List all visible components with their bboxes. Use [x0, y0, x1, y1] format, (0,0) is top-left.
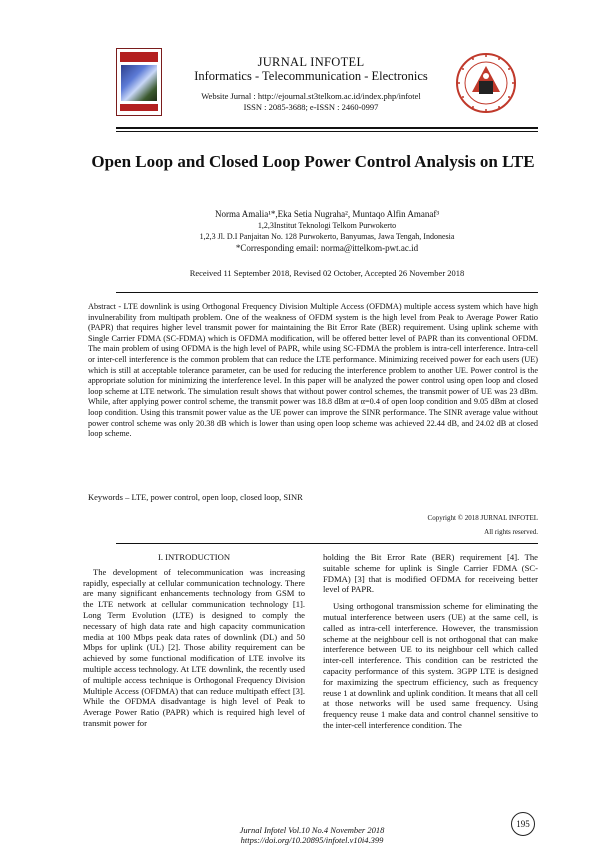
- footer: [190, 825, 434, 845]
- footer-journal-info: Jurnal Infotel Vol.10 No.4 November 2018: [239, 825, 385, 835]
- author-block: [116, 208, 538, 254]
- column-left: [83, 552, 305, 729]
- submission-dates: Received 11 September 2018, Revised 02 October, Accepted 26 November 2018: [189, 268, 465, 278]
- paragraph: Using orthogonal transmission scheme for eliminating the mutual interference between users (UE) at the same cell, is called as intra-cell interference. However, the transmission scheme at the neighbour cell is not orthogonal that can make interference between UE to its neighbour cell which called inter-cell interference. This condition can be restricted the capacity performance of this system. 3GPP LTE is designed for maximizing the spectrum efficiency, such as frequency reuse 1 at downlink and uplink condition. It means that all cell at those networks will be used same frequency. Using frequency reuse 1 make data and control channel sensitive to the inter-cell interference condition. The: [323, 601, 538, 730]
- paragraph: holding the Bit Error Rate (BER) requirement [4]. The suitable scheme for uplink is Single Carrier FDMA (SC-FDMA) [3] that is modified OFDMA for receiveing better level of PAPR.: [323, 552, 538, 595]
- journal-header: [170, 55, 452, 113]
- rights-notice: All rights reserved.: [484, 528, 538, 536]
- abstract: [88, 302, 538, 440]
- paragraph: The development of telecommunication was increasing rapidly, especially at cellular communication technology. There are many significant enhancements technology from GSM to the LTE network at cellular communication technology [1]. Long Term Evolution (LTE) is designed to comply the necessary of high data rate and high capacity communication media at 100 Mbps peak data rates of downlink (DL) and 50 Mbps for uplink (UL) [2]. Those ability requirement can be achieved by some functional modification of LTE involve its multiple access technology. At LTE downlink, the recently used of multiple access technique is Orthogonal Frequency Division Multiple Access (OFDMA) that can reduce multipath effect [3]. While the OFDMA disadvantage is high level of Peak to Average Power Ratio (PAPR) which is required high level of transmit power for: [83, 566, 305, 728]
- affiliation-institute: 1,2,3Institut Teknologi Telkom Purwokerto: [257, 221, 397, 230]
- journal-subtitle: Informatics - Telecommunication - Electronics: [194, 69, 428, 83]
- keywords: Keywords – LTE, power control, open loop, closed loop, SINR: [88, 492, 303, 502]
- column-right: [323, 552, 538, 731]
- abstract-rule-top: [116, 292, 538, 293]
- journal-issn: ISSN : 2085-3688; e-ISSN : 2460-0997: [243, 102, 379, 112]
- header-rule-thin: [116, 131, 538, 132]
- corresponding-email: *Corresponding email: norma@ittelkom-pwt.ac.id: [235, 243, 419, 253]
- institution-seal-logo: [455, 52, 517, 114]
- abstract-label: Abstract -: [88, 302, 124, 311]
- page-number: 195: [511, 812, 535, 836]
- affiliation-address: 1,2,3 Jl. D.I Panjaitan No. 128 Purwokerto, Banyumas, Jawa Tengah, Indonesia: [199, 232, 455, 241]
- journal-name: JURNAL INFOTEL: [257, 55, 365, 69]
- header-rule-thick: [116, 127, 538, 129]
- copyright-block: [300, 511, 538, 539]
- journal-website[interactable]: Website Jurnal : http://ejournal.st3telkom.ac.id/index.php/infotel: [201, 91, 421, 101]
- paper-title: Open Loop and Closed Loop Power Control Analysis on LTE: [91, 152, 535, 171]
- section-heading: I. INTRODUCTION: [157, 552, 231, 562]
- copyright-notice: Copyright © 2018 JURNAL INFOTEL: [427, 514, 538, 522]
- journal-cover-image: [116, 48, 162, 116]
- author-list: Norma Amalia¹*,Eka Setia Nugraha², Muntaqo Alfin Amanaf³: [214, 209, 440, 219]
- abstract-text: LTE downlink is using Orthogonal Frequency Division Multiple Access (OFDMA) multiple access system which have high invulnerability from multipath problem. One of the weakness of OFDM system is the high level from Peak to Average Power Ratio (PAPR) that requires higher level transmit power for maintaining the Bit Error Rate (BER) requirement. Using uplink scheme with Single Carrier FDMA (SC-FDMA) which is OFDMA modification, will be offered better level of PAPR than its conventional OFDM. The main problem of using OFDMA is the high level of PAPR, while using SC-FDMA the problem is intra-cell interference. Intra-cell or inter-cell interference is the common problem that can reduce the LTE performance. Minimizing received power for each users (UE) which is still at acceptable tolerance parameter, can be used for reducing the interference problem to another UE. Power control is the appropriate solution for minimizing the interference level. In this paper will be analyzed the power control using open loop and closed loop scheme at LTE network. The simulation result shows that without power control schemes, the transmit power of UE was 23 dBm. While, after applying power control scheme, the transmit power was 18.8 dBm at α=0.4 of open loop condition and 9.05 dBm at closed loop condition. Using this transmit power value as the UE power can improve the SINR performance. The SINR average value without power control scheme was only 20.38 dB which is lower than using open loop scheme was achieved 22.44 dB, and 24.02 dB at closed loop scheme.: [88, 302, 538, 439]
- footer-doi[interactable]: https://doi.org/10.20895/infotel.v10i4.399: [240, 835, 384, 845]
- body-rule: [116, 543, 538, 544]
